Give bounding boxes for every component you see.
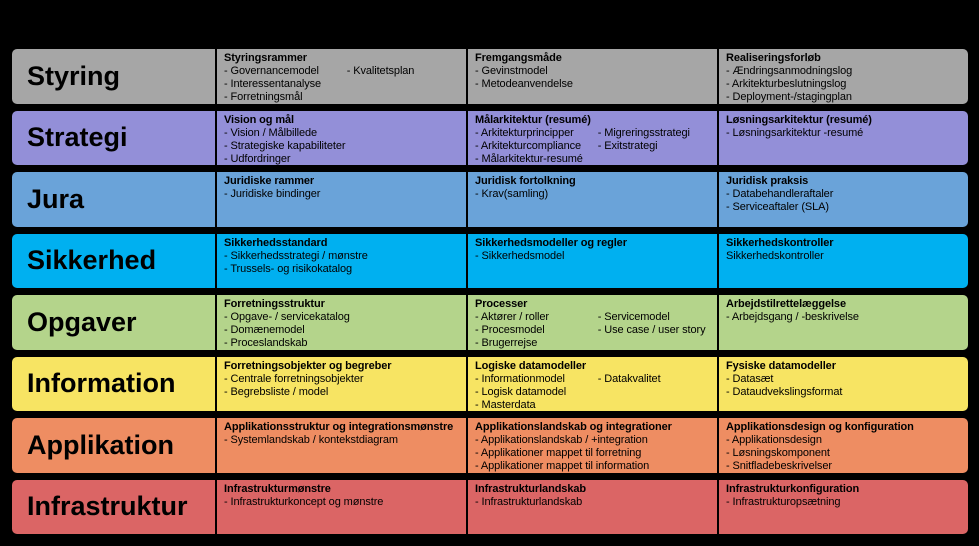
cell-item-list — [224, 311, 460, 350]
row-label-applikation: Applikation — [12, 418, 217, 473]
cell-item: - Logisk datamodel — [475, 385, 567, 398]
row-jura — [10, 170, 970, 229]
cell-item: - Use case / user story — [597, 324, 706, 336]
row-styring — [10, 47, 970, 106]
cell-item: - Arbejdsgang / -beskrivelse — [726, 311, 859, 323]
row-infrastruktur — [10, 478, 970, 537]
cell-sikkerhed-3 — [719, 234, 968, 289]
cell-item-list — [726, 127, 962, 140]
cell-item: - Applikationsdesign — [726, 434, 822, 446]
cell-item: - Arkitekturprincipper — [475, 126, 574, 139]
cell-title: Applikationsdesign og konfiguration — [726, 421, 914, 433]
cell-item-list — [726, 373, 962, 399]
cell-item-list — [726, 496, 962, 509]
cell-item-list — [224, 127, 460, 166]
cell-information-2 — [468, 357, 719, 412]
cell-item: - Datakvalitet — [597, 372, 661, 385]
cell-item: - Juridiske bindinger — [224, 188, 321, 200]
cell-opgaver-2 — [468, 295, 719, 350]
cell-item: - Arkitekturcompliance — [475, 139, 582, 152]
cell-strategi-2 — [468, 111, 719, 166]
cell-item: - Arkitekturbeslutningslog — [726, 78, 847, 90]
cell-item-list — [598, 311, 711, 350]
cell-infrastruktur-1 — [217, 480, 468, 535]
cell-item: - Trussels- og risikokatalog — [224, 262, 353, 275]
cell-title: Juridisk fortolkning — [475, 175, 576, 187]
cell-item-list — [726, 250, 962, 263]
cell-item-list — [475, 434, 711, 473]
row-label-jura: Jura — [12, 172, 217, 227]
cell-item: - Datasæt — [726, 372, 774, 385]
cell-item-list — [224, 373, 460, 399]
cell-item: - Krav(samling) — [475, 188, 549, 200]
cell-title: Processer — [475, 298, 528, 310]
cell-title: Fremgangsmåde — [475, 52, 562, 64]
cell-title: Applikationslandskab og integrationer — [475, 421, 672, 433]
cell-information-3 — [719, 357, 968, 412]
cell-item: - Procesmodel — [475, 324, 545, 336]
cell-title: Løsningsarkitektur (resumé) — [726, 113, 872, 126]
row-sikkerhed — [10, 232, 970, 291]
cell-styring-2 — [468, 49, 719, 104]
cell-item: - Begrebsliste / model — [224, 385, 329, 398]
cell-item-list — [475, 65, 711, 91]
cell-sikkerhed-2 — [468, 234, 719, 289]
cell-title: Sikkerhedsmodeller og regler — [475, 236, 627, 249]
cell-item: - Infrastrukturkoncept og mønstre — [224, 495, 384, 508]
cell-item: - Serviceaftaler (SLA) — [726, 201, 829, 213]
row-label-information: Information — [12, 357, 217, 412]
cell-item: - Interessentanalyse — [224, 78, 322, 90]
cell-applikation-2 — [468, 418, 719, 473]
cell-styring-3 — [719, 49, 968, 104]
row-information — [10, 355, 970, 414]
cell-item: Sikkerhedskontroller — [726, 249, 824, 262]
cell-item: - Applikationslandskab / +integration — [475, 434, 648, 446]
cell-jura-2 — [468, 172, 719, 227]
cell-item-list — [475, 188, 711, 201]
cell-item: - Målarkitektur-resumé — [475, 152, 583, 165]
ea-deliverables-matrix — [10, 47, 970, 536]
cell-item-list — [598, 127, 711, 166]
cell-item: - Sikkerhedsstrategi / mønstre — [224, 249, 368, 262]
cell-item-list — [475, 496, 711, 509]
cell-title: Arbejdstilrettelæggelse — [726, 298, 846, 310]
cell-title: Juridisk praksis — [726, 175, 809, 187]
cell-opgaver-1 — [217, 295, 468, 350]
cell-strategi-1 — [217, 111, 468, 166]
cell-item: - Ændringsanmodningslog — [726, 65, 853, 77]
cell-title: Forretningsobjekter og begreber — [224, 359, 392, 372]
cell-jura-1 — [217, 172, 468, 227]
cell-item: - Vision / Målbillede — [224, 126, 318, 139]
cell-item: - Centrale forretningsobjekter — [224, 372, 364, 385]
cell-title: Sikkerhedskontroller — [726, 236, 834, 249]
cell-title: Fysiske datamodeller — [726, 359, 836, 372]
row-label-opgaver: Opgaver — [12, 295, 217, 350]
cell-item: - Løsningskomponent — [726, 447, 830, 459]
cell-item-list — [224, 434, 460, 447]
cell-information-1 — [217, 357, 468, 412]
row-label-sikkerhed: Sikkerhed — [12, 234, 217, 289]
cell-item-list — [475, 250, 711, 263]
row-label-styring: Styring — [12, 49, 217, 104]
cell-item-list — [475, 127, 598, 166]
cell-item-list — [224, 188, 460, 201]
cell-item: - Dataudvekslingsformat — [726, 385, 843, 398]
cell-title: Logiske datamodeller — [475, 359, 587, 372]
row-label-infrastruktur: Infrastruktur — [12, 480, 217, 535]
row-applikation — [10, 416, 970, 475]
cell-item: - Snitfladebeskrivelser — [726, 460, 832, 472]
cell-item: - Exitstrategi — [597, 139, 658, 152]
cell-item: - Migreringsstrategi — [597, 126, 690, 139]
cell-item: - Informationmodel — [475, 372, 565, 385]
cell-item-list — [475, 373, 598, 412]
cell-item: - Forretningsmål — [224, 91, 303, 103]
cell-item-list — [475, 311, 598, 350]
cell-title: Styringsrammer — [224, 52, 307, 64]
cell-title: Applikationsstruktur og integrationsmønstre — [224, 421, 454, 433]
cell-item-list — [224, 250, 460, 276]
row-strategi — [10, 109, 970, 168]
cell-item: - Systemlandskab / kontekstdiagram — [224, 434, 398, 446]
cell-item: - Udfordringer — [224, 152, 291, 165]
cell-item-list — [726, 65, 962, 104]
cell-styring-1 — [217, 49, 468, 104]
cell-title: Infrastrukturkonfiguration — [726, 482, 860, 495]
cell-item: - Aktører / roller — [475, 311, 549, 323]
cell-item: - Domænemodel — [224, 324, 305, 336]
cell-item: - Sikkerhedsmodel — [475, 249, 565, 262]
cell-item-list — [726, 311, 962, 324]
cell-opgaver-3 — [719, 295, 968, 350]
cell-item: - Opgave- / servicekatalog — [224, 311, 350, 323]
cell-item-list — [347, 65, 460, 104]
cell-infrastruktur-3 — [719, 480, 968, 535]
row-opgaver — [10, 293, 970, 352]
cell-item: - Brugerrejse — [475, 337, 538, 349]
cell-item-list — [598, 373, 711, 412]
cell-item-list — [726, 188, 962, 214]
cell-title: Målarkitektur (resumé) — [475, 113, 591, 126]
cell-applikation-3 — [719, 418, 968, 473]
cell-item: - Infrastrukturlandskab — [475, 495, 583, 508]
cell-sikkerhed-1 — [217, 234, 468, 289]
cell-title: Juridiske rammer — [224, 175, 315, 187]
cell-item: - Applikationer mappet til information — [475, 460, 650, 472]
row-label-strategi: Strategi — [12, 111, 217, 166]
cell-title: Forretningsstruktur — [224, 298, 325, 310]
cell-item: - Gevinstmodel — [475, 65, 548, 77]
cell-item: - Deployment-/stagingplan — [726, 91, 852, 103]
cell-strategi-3 — [719, 111, 968, 166]
cell-title: Infrastrukturlandskab — [475, 482, 586, 495]
cell-item-list — [224, 496, 460, 509]
cell-title: Sikkerhedsstandard — [224, 236, 328, 249]
cell-item: - Servicemodel — [597, 311, 670, 323]
cell-title: Vision og mål — [224, 113, 295, 126]
cell-applikation-1 — [217, 418, 468, 473]
cell-title: Realiseringsforløb — [726, 52, 821, 64]
cell-item: - Masterdata — [475, 398, 536, 411]
cell-infrastruktur-2 — [468, 480, 719, 535]
cell-jura-3 — [719, 172, 968, 227]
cell-item: - Governancemodel — [224, 65, 319, 77]
cell-item: - Strategiske kapabiliteter — [224, 139, 346, 152]
cell-title: Infrastrukturmønstre — [224, 482, 331, 495]
cell-item: - Løsningsarkitektur -resumé — [726, 126, 864, 139]
cell-item: - Kvalitetsplan — [346, 65, 415, 77]
cell-item: - Proceslandskab — [224, 337, 308, 349]
cell-item: - Applikationer mappet til forretning — [475, 447, 642, 459]
cell-item: - Infrastrukturopsætning — [726, 495, 841, 508]
cell-item: - Metodeanvendelse — [475, 78, 573, 90]
cell-item: - Databehandleraftaler — [726, 188, 834, 200]
cell-item-list — [224, 65, 347, 104]
